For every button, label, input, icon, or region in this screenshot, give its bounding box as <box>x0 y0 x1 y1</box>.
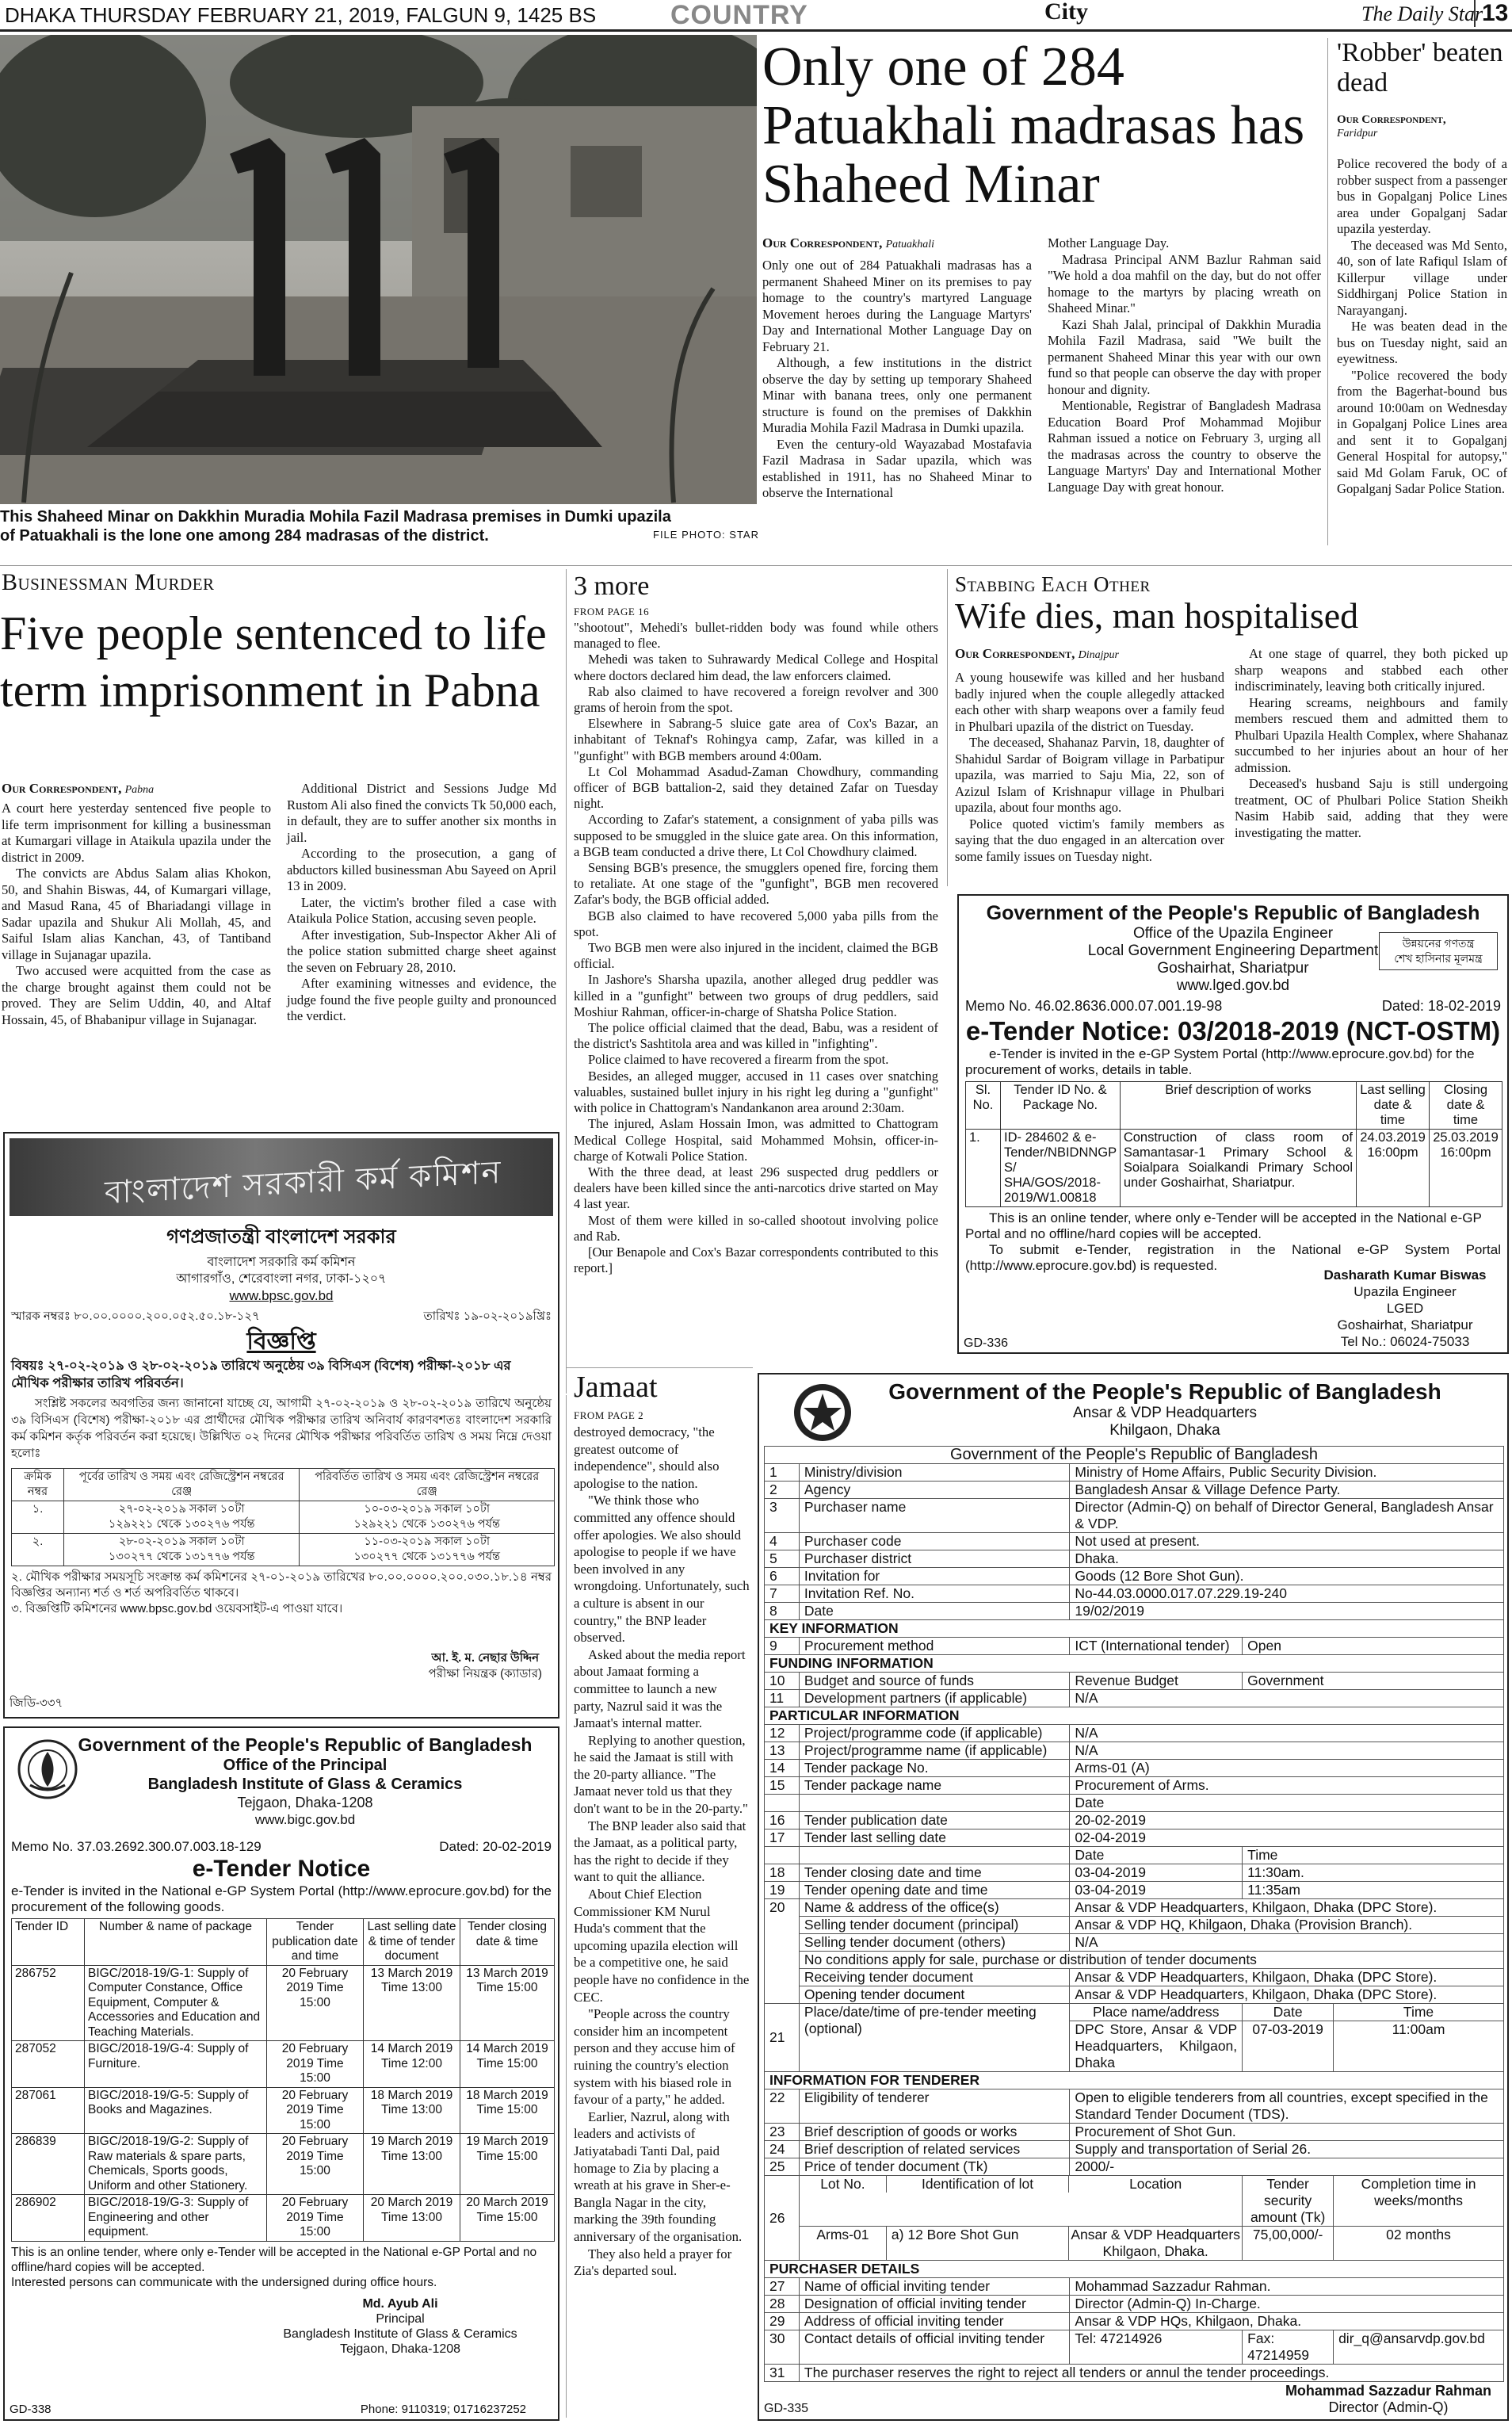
bpsc-subject: বিষয়ঃ ২৭-০২-২০১৯ ও ২৮-০২-২০১৯ তারিখে অনুষ্ঠেয় ৩৯ বিসিএস (বিশেষ) পরীক্ষা-২০১৮ এর মৌখিক পরীক্ষার তারিখ পরিবর্তন। <box>11 1359 511 1390</box>
bpsc-signature: আ. ই. ম. নেছার উদ্দিন পরীক্ষা নিয়ন্ত্রক (ক্যাডার) <box>428 1651 542 1680</box>
bpsc-web[interactable]: www.bpsc.gov.bd <box>229 1288 334 1303</box>
jamaat-headline: Jamaat <box>574 1371 658 1404</box>
bpsc-notice-ad <box>3 1132 559 1719</box>
table-row: 28 Designation of official inviting tender Director (Admin-Q) In-Charge. <box>765 2296 1504 2313</box>
madrasa-column-2: Mother Language Day. Madrasa Principal ANM Bazlur Rahman said "We hold a doa mahfil on the day, but do not offer homage to the martyrs by placing wreath on Shaheed Minar." Kazi Shah Jalal, principal of Dakkhin Muradia Mohila Fazil Madrasa, said "We built the permanent Shaheed Minar this year with our own fund so that people can observe the day with proper honour and dignity. Mentionable, Registrar of Bangladesh Madrasa Education Board Prof Mohammad Mojibur Rahman issued a notice on February 3, urging all the madrasas across the country to observe the Language Martyrs' Day and International Mother Language Day with great honour. <box>1048 235 1321 495</box>
table-row: 31 The purchaser reserves the right to reject all tenders or annul the tender proceedings. <box>765 2365 1504 2382</box>
ansar-vdp-emblem-icon <box>791 1381 854 1444</box>
three-more-jump: FROM PAGE 16 <box>574 606 650 617</box>
table-row: 29 Address of official inviting tender Ansar & VDP HQs, Khilgaon, Dhaka. <box>765 2313 1504 2330</box>
bigc-phone: Phone: 9110319; 01716237252 <box>360 2403 526 2416</box>
table-row: 19 Tender opening date and time 03-04-2019 11:35am <box>765 1882 1504 1899</box>
table-row: 17 Tender last selling date 02-04-2019 <box>765 1829 1504 1847</box>
wife-kicker: Stabbing Each Other <box>955 572 1151 596</box>
table-row: 24 Brief description of related services Supply and transportation of Serial 26. <box>765 2141 1504 2158</box>
three-more-headline: 3 more <box>574 572 650 601</box>
paper-logo: The Daily Star <box>1361 2 1483 25</box>
ansar-hq: Ansar & VDP Headquarters <box>1073 1405 1257 1421</box>
table-row: 16 Tender publication date 20-02-2019 <box>765 1812 1504 1829</box>
bangladesh-emblem-icon <box>16 1738 79 1801</box>
robber-headline: 'Robber' beaten dead <box>1337 38 1503 97</box>
ansar-signature: Mohammad Sazzadur Rahman Director (Admin-Q) <box>1285 2383 1491 2415</box>
bigc-place: Tejgaon, Dhaka-1208 <box>237 1795 373 1810</box>
table-row: 10 Budget and source of funds Revenue Budget Government <box>765 1673 1504 1690</box>
table-row: No conditions apply for sale, purchase or distribution of tender documents <box>765 1952 1504 1969</box>
bigc-gd: GD-338 <box>10 2403 52 2416</box>
bpsc-body: সংশ্লিষ্ট সকলের অবগতির জন্য জানানো যাচ্ছে যে, আগামী ২৭-০২-২০১৯ ও ২৮-০২-২০১৯ তারিখে অনুষ্ঠেয় ৩৯ বিসিএস (বিশেষ) পরীক্ষা-২০১৮ এর প্রার্থীদের মৌখিক পরীক্ষার তারিখ অনিবার্য কারণবশতঃ বাংলাদেশ সরকারি কর্ম কমিশন কর্তৃক পরিবর্তন করা হয়েছে। উল্লিখিত ০২ দিনের মৌখিক পরীক্ষার পরিবর্তিত তারিখ ও সময় নিম্নে দেওয়া হলোঃ <box>11 1397 552 1460</box>
table-row: 7 Invitation Ref. No. No-44.03.0000.017.07.229.19-240 <box>765 1585 1504 1603</box>
lged-note-2: To submit e-Tender, registration in the National e-GP System Portal (http://www.eprocure.gov.bd) is requested. <box>965 1242 1501 1273</box>
bigc-table: Tender ID Number & name of package Tender publication date and time Last selling date & time of tender document Tender closing date & time 286752 BIGC/2018-19/G-1: Supply of Computer Constance, Office Equipment, Computer & Accessories and Education and Teaching Materials. 20 February 2019 Time 15:00 13 March 2019 Time 13:00 13 March 2019 Time 15:00 287052 BIGC/2018-19/G-4: Supply of Furniture. 20 February 2019 Time 15:00 14 March 2019 Time 12:00 14 March 2019 Time 15:00 287061 BIGC/2018-19/G-5: Supply of Books and Magazines. 20 February 2019 Time 15:00 18 March 2019 Time 13:00 18 March 2019 Time 15:00 286839 BIGC/2018-19/G-2: Supply of Raw materials & spare parts, Chemicals, Sports goods, Uniform and other Stationery. 20 February 2019 Time 15:00 19 March 2019 Time 13:00 19 March 2019 Time 15:00 286902 BIGC/2018-19/G-3: Supply of Engineering and other equipment. 20 February 2019 Time 15:00 20 March 2019 Time 13:00 20 March 2019 Time 15:00 <box>11 1918 555 2242</box>
section-name: COUNTRY <box>670 0 808 30</box>
lged-intro: e-Tender is invited in the e-GP System Portal (http://www.eprocure.gov.bd) for the procurement of works, details in table. <box>965 1046 1475 1077</box>
bpsc-address: আগারগাঁও, শেরেবাংলা নগর, ঢাকা-১২০৭ <box>176 1272 387 1286</box>
table-row: 8 Date 19/02/2019 <box>765 1603 1504 1620</box>
wife-byline: Our Correspondent, Dinajpur <box>955 646 1119 661</box>
table-row: 6 Invitation for Goods (12 Bore Shot Gun). <box>765 1568 1504 1585</box>
pabna-column-2: Additional District and Sessions Judge Md Rustom Ali also fined the convicts Tk 50,000 each, in default, they are to suffer another six months in jail. According to the prosecution, a gang of abductors killed businessman Abu Sayeed on April 13 in 2009. Later, the victim's brother filed a case with Ataikula Police Station, accusing seven people. After investigation, Sub-Inspector Akher Ali of the police station submitted charge sheet against the seven on February 28, 2010. After examining witnesses and evidence, the judge found the five people guilty and pronounced the verdict. <box>287 781 556 1023</box>
lged-stamp: উন্নয়নের গণতন্ত্র শেখ হাসিনার মূলমন্ত্র <box>1379 932 1498 970</box>
lged-gd: GD-336 <box>964 1336 1009 1350</box>
ansar-place: Khilgaon, Dhaka <box>1109 1422 1220 1439</box>
bigc-date: Dated: 20-02-2019 <box>439 1839 552 1854</box>
table-row: 20 Name & address of the office(s) Ansar & VDP Headquarters, Khilgaon, Dhaka (DPC Store). <box>765 1899 1504 1917</box>
bigc-intro: e-Tender is invited in the National e-GP System Portal (http://www.eprocure.gov.bd) for the procurement of the following goods. <box>11 1883 552 1914</box>
lged-note-1: This is an online tender, where only e-Tender will be accepted in the National e-GP Portal and no offline/hard copies will be accepted. <box>965 1210 1482 1241</box>
bpsc-title: বিজ্ঞপ্তি <box>246 1329 316 1355</box>
wife-column-2: At one stage of quarrel, they both picked up sharp weapons and stabbed each other indiscriminately, leaving both critically injured. Hearing screams, neighbours and family members rescued them and admitted them to Phulbari Upazila Health Complex, where Shahanaz succumbed to her injuries about an hour of her admission. Deceased's husband Saju is still undergoing treatment, OC of Phulbari Police Station Sheikh Nasim Habib said, adding that they were investigating the matter. <box>1235 646 1508 840</box>
lged-table: Sl. No. Tender ID No. & Package No. Brief description of works Last selling date & time Closing date & time 1. ID- 284602 & e-Tender/NBIDNNGP S/ SHA/GOS/2018-2019/W1.00818 Construction of class room of Samantasar-1 Primary School & Soialpara Soialkandi Primary School under Goshairhat, Shariatpur. 24.03.2019 16:00pm 25.03.2019 16:00pm <box>965 1081 1502 1207</box>
table-row: 286902 BIGC/2018-19/G-3: Supply of Engineering and other equipment. 20 February 2019 Time 15:00 20 March 2019 Time 13:00 20 March 2019 Time 15:00 <box>12 2195 555 2242</box>
ansar-tender-ad <box>758 1373 1509 2421</box>
table-row: 21 Place/date/time of pre-tender meeting (optional) Place name/address Date Time <box>765 2004 1504 2021</box>
table-row: 27 Name of official inviting tender Mohammad Sazzadur Rahman. <box>765 2278 1504 2296</box>
madrasa-column-1: Only one out of 284 Patuakhali madrasas has a permanent Shaheed Miner on its premises to pay homage to the country's martyred Language Movement heroes during the Language Martyrs' Day and International Mother Language Day on February 21. Although, a few institutions in the district observe the day by setting up temporary Shaheed Minar with banana trees, only one permanent structure is found on the premises of Dakkhin Muradia Mohila Fazil Madrasa in Dumki upazila. Even the century-old Wayazabad Mostafavia Fazil Madrasa in Sadar upazila, which was established in 1911, has no Shaheed Minar to observe the International <box>762 258 1032 500</box>
bigc-tender-ad <box>3 1726 559 2421</box>
bpsc-item-2: ২. মৌখিক পরীক্ষার সময়সূচি সংক্রান্ত কর্ম কমিশনের ২৭-০১-২০১৯ তারিখের ৮০.০০.০০০০.২০০.০৩০.১৮.১৪ নম্বর বিজ্ঞপ্তির অন্যান্য শর্ত ও শর্ত অপরিবর্তিত থাকবে। <box>11 1570 552 1600</box>
bigc-inst: Bangladesh Institute of Glass & Ceramics <box>147 1776 463 1793</box>
table-row: Receiving tender document Ansar & VDP Headquarters, Khilgaon, Dhaka (DPC Store). <box>765 1969 1504 1986</box>
lged-place: Goshairhat, Shariatpur <box>1157 960 1309 977</box>
bpsc-org: বাংলাদেশ সরকারি কর্ম কমিশন <box>207 1256 356 1269</box>
table-row: 287052 BIGC/2018-19/G-4: Supply of Furniture. 20 February 2019 Time 15:00 14 March 2019 Time 12:00 14 March 2019 Time 15:00 <box>12 2041 555 2088</box>
photo-caption: This Shaheed Minar on Dakkhin Muradia Mohila Fazil Madrasa premises in Dumki upazila of Patuakhali is the lone one among 284 madrasas of the district. <box>0 508 671 545</box>
madrasa-byline: Our Correspondent, Patuakhali <box>762 235 935 250</box>
table-row: 5 Purchaser district Dhaka. <box>765 1550 1504 1568</box>
bpsc-gd: জিডি-৩৩৭ <box>10 1696 63 1710</box>
pabna-kicker: Businessman Murder <box>2 569 215 595</box>
table-row: Arms-01 a) 12 Bore Shot Gun Ansar & VDP Headquarters Khilgaon, Dhaka. 75,00,000/- 02 months <box>765 2227 1504 2261</box>
photo-credit: FILE PHOTO: STAR <box>653 529 759 541</box>
table-row: 286752 BIGC/2018-19/G-1: Supply of Computer Constance, Office Equipment, Computer & Accessories and Education and Teaching Materials. 20 February 2019 Time 15:00 13 March 2019 Time 13:00 13 March 2019 Time 15:00 <box>12 1965 555 2041</box>
lged-tender-ad <box>957 894 1509 1354</box>
table-row: 15 Tender package name Procurement of Arms. <box>765 1777 1504 1795</box>
bigc-note-1: This is an online tender, where only e-Tender will be accepted in the National e-GP Portal and no offline/hard copies will be accepted. <box>11 2245 537 2274</box>
pabna-column-1: A court here yesterday sentenced five people to life term imprisonment for killing a businessman at Kumargari village in Ataikula upazila under the district in 2009. The convicts are Abdus Salam alias Khokon, 50, and Shahin Biswas, 44, of Kumargari village, and Masud Rana, 45 of Bhariadangi village in Sadar upazila and Shukur Ali Mollah, 45, and Saiful Islam alias Kanchan, 43, of Tantiband village in Sujanagar upazila. Two accused were acquitted from the case as the charge brought against them could not be proved. They are Selim Uddin, 40, and Altaf Hossain, 45, of Bhabanipur village in Sujanagar. <box>2 801 271 1027</box>
bpsc-gov: গণপ্রজাতন্ত্রী বাংলাদেশ সরকার <box>166 1226 396 1248</box>
table-row: Selling tender document (others) N/A <box>765 1934 1504 1952</box>
lged-memo: Memo No. 46.02.8636.000.07.001.19-98 <box>965 998 1223 1014</box>
robber-byline: Our Correspondent, Faridpur <box>1337 113 1446 140</box>
ansar-gov: Government of the People's Republic of Bangladesh <box>888 1379 1441 1404</box>
bigc-office: Office of the Principal <box>223 1757 388 1774</box>
jamaat-jump: FROM PAGE 2 <box>574 1409 644 1421</box>
bigc-web[interactable]: www.bigc.gov.bd <box>254 1812 356 1827</box>
bigc-signature: Md. Ayub Ali Principal Bangladesh Institute of Glass & Ceramics Tejgaon, Dhaka-1208 <box>283 2296 517 2356</box>
lged-title: e-Tender Notice: 03/2018-2019 (NCT-OSTM) <box>965 1016 1501 1046</box>
table-row: 26 Lot No. Identification of lot Location Tender security amount (Tk) Completion time in weeks/months <box>765 2176 1504 2227</box>
madrasa-headline: Only one of 284 Patuakhali madrasas has Shaheed Minar <box>762 36 1305 215</box>
bpsc-item-3: ৩. বিজ্ঞপ্তিটি কমিশনের www.bpsc.gov.bd ওয়েবসাইট-এ পাওয়া যাবে। <box>11 1602 343 1615</box>
table-row: 9 Procurement method ICT (International tender) Open <box>765 1638 1504 1655</box>
table-row: Opening tender document Ansar & VDP Headquarters, Khilgaon, Dhaka (DPC Store). <box>765 1986 1504 2004</box>
lged-date: Dated: 18-02-2019 <box>1381 998 1501 1014</box>
bigc-title: e-Tender Notice <box>192 1856 371 1882</box>
ansar-gd: GD-335 <box>764 2402 809 2415</box>
table-row: 22 Eligibility of tenderer Open to eligible tenderers from all countries, except specified in the Standard Tender Document (TDS). <box>765 2089 1504 2124</box>
jamaat-body: destroyed democracy, "the greatest outcome of independence", should also apologise to the nation. "We think those who committed any offence should offer apologies. We also should apologise to people if we have been involved in any wrongdoing. Unfortunately, such a culture is absent in our country," the BNP leader observed. Asked about the media report about Jamaat forming a committee to launch a new party, Nazrul said it was the Jamaat's internal matter. Replying to another question, he said the Jamaat is still with the 20-party alliance. "The Jamaat never told us that they don't want to be in the 20-party." The BNP leader also said that the Jamaat, as a political party, has the right to decide if they want to quit the alliance. About Chief Election Commissioner KM Nurul Huda's comment that the upcoming upazila election will be a competitive one, he said people have no confidence in the CEC. "People across the country consider him an incompetent person and they accuse him of ruining the country's election system with his biased role in favour of a party," he added. Earlier, Nazrul, along with leaders and activists of Jatiyatabadi Tanti Dal, paid homage to Zia by placing a wreath at his grave in Sher-e-Bangla Nagar in the city, marking the 39th founding anniversary of the organisation. They also held a prayer for Zia's departed soul. <box>574 1424 750 2279</box>
table-row: 25 Price of tender document (Tk) 2000/- <box>765 2158 1504 2176</box>
table-row: 11 Development partners (if applicable) N/A <box>765 1690 1504 1707</box>
lged-signature: Dasharath Kumar Biswas Upazila Engineer LGED Goshairhat, Shariatpur Tel No.: 06024-75033 <box>1323 1267 1487 1349</box>
bpsc-table: ক্রমিক নম্বর পূর্বের তারিখ ও সময় এবং রেজিস্ট্রেশন নম্বরের রেঞ্জ পরিবর্তিত তারিখ ও সময় এবং রেজিস্ট্রেশন নম্বরের রেঞ্জ ১. ২৭-০২-২০১৯ সকাল ১০টা ১২৯২২১ থেকে ১৩০২৭৬ পর্যন্ত ১০-০৩-২০১৯ সকাল ১০টা ১২৯২২১ থেকে ১৩০২৭৬ পর্যন্ত ২. ২৮-০২-২০১৯ সকাল ১০টা ১৩০২৭৭ থেকে ১৩১৭৭৬ পর্যন্ত ১১-০৩-২০১৯ সকাল ১০টা ১৩০২৭৭ থেকে ১৩১৭৭৬ পর্যন্ত <box>11 1468 555 1566</box>
table-row: 287061 BIGC/2018-19/G-5: Supply of Books and Magazines. 20 February 2019 Time 15:00 18 March 2019 Time 13:00 18 March 2019 Time 15:00 <box>12 2087 555 2134</box>
table-row: 1. ID- 284602 & e-Tender/NBIDNNGP S/ SHA/GOS/2018-2019/W1.00818 Construction of class room of Samantasar-1 Primary School & Soialpara Soialkandi Primary School under Goshairhat, Shariatpur. 24.03.2019 16:00pm 25.03.2019 16:00pm <box>966 1130 1502 1207</box>
lged-gov: Government of the People's Republic of Bangladesh <box>986 902 1480 924</box>
bpsc-memo: স্মারক নম্বরঃ ৮০.০০.০০০০.২০০.০৫২.৫০.১৮-১২৭ <box>11 1309 260 1323</box>
robber-body: Police recovered the body of a robber suspect from a passenger bus in Gopalganj Police Lines area under Gopalganj Sadar upazila yesterday. The deceased was Md Sento, 40, son of late Rafiqul Islam of Killerpur village under Siddhirganj Police Station in Narayanganj. He was beaten dead in the bus on Tuesday night, said an eyewitness. "Police recovered the body from the Bagerhat-bound bus around 10:00am on Wednesday in Gopalganj Police Lines area and sent it to Gopalganj General Hospital for autopsy," said Md Golam Faruk, OC of Gopalganj Sadar Police Station. <box>1337 156 1507 496</box>
bigc-memo: Memo No. 37.03.2692.300.07.003.18-129 <box>11 1839 262 1854</box>
table-row: 30 Contact details of official inviting tender Tel: 47214926 Fax: 47214959 dir_q@ansarvdp.gov.bd <box>765 2330 1504 2365</box>
table-row: 3 Purchaser name Director (Admin-Q) on behalf of Director General, Bangladesh Ansar & VDP. <box>765 1499 1504 1533</box>
page-number: 13 <box>1474 0 1508 27</box>
bigc-gov: Government of the People's Republic of Bangladesh <box>78 1734 533 1755</box>
shaheed-minar-photo <box>0 35 757 504</box>
pabna-headline: Five people sentenced to life term imprisonment in Pabna <box>0 607 547 717</box>
table-row: 1 Ministry/division Ministry of Home Affairs, Public Security Division. <box>765 1464 1504 1482</box>
table-row: 2 Agency Bangladesh Ansar & Village Defence Party. <box>765 1482 1504 1499</box>
masthead <box>0 0 1512 32</box>
table-row: 4 Purchaser code Not used at present. <box>765 1533 1504 1550</box>
table-row: ১. ২৭-০২-২০১৯ সকাল ১০টা ১২৯২২১ থেকে ১৩০২৭৬ পর্যন্ত ১০-০৩-২০১৯ সকাল ১০টা ১২৯২২১ থেকে ১৩০২৭৬ পর্যন্ত <box>12 1501 555 1534</box>
lged-web[interactable]: www.lged.gov.bd <box>1176 977 1290 994</box>
table-row: DPC Store, Ansar & VDP Headquarters, Khilgaon, Dhaka 07-03-2019 11:00am <box>765 2021 1504 2072</box>
bpsc-date: তারিখঃ ১৯-০২-২০১৯খ্রিঃ <box>423 1309 552 1323</box>
date-line: DHAKA THURSDAY FEBRUARY 21, 2019, FALGUN 9, 1425 BS <box>5 3 597 27</box>
table-row: 12 Project/programme code (if applicable) N/A <box>765 1725 1504 1742</box>
ansar-table: Government of the People's Republic of Bangladesh 1 Ministry/division Ministry of Home Affairs, Public Security Division. 2 Agency Bangladesh Ansar & Village Defence Party. 3 Purchaser name Director (Admin-Q) on behalf of Director General, Bangladesh Ansar & VDP. 4 Purchaser code Not used at present. 5 Purchaser district Dhaka. 6 Invitation for Goods (12 Bore Shot Gun). 7 Invitation Ref. No. No-44.03.0000.017.07.229.19-240 8 Date 19/02/2019 KEY INFORMATION 9 Procurement method ICT (International tender) Open FUNDING INFORMATION 10 Budget and source of funds Revenue Budget Government 11 Development partners (if applicable) N/A PARTICULAR INFORMATION 12 Project/programme code (if applicable) N/A 13 Project/programme name (if applicable) N/A 14 Tender package No. Arms-01 (A) 15 Tender package name Procurement of Arms. Date 16 Tender publication date 20-02-2019 17 Tender last selling date 02-04-2019 Date Time 18 Tender closing date and time 03-04-2019 11:30am. 19 Tender opening date and time 03-04-2019 11:35am 20 Name & address of the office(s) Ansar & VDP Headquarters, Khilgaon, Dhaka (DPC Store). Selling tender document (principal) Ansar & VDP HQ, Khilgaon, Dhaka (Provision Branch). Selling tender document (others) N/A No conditions apply for sale, purchase or distribution of tender documents Receiving tender document Ansar & VDP Headquarters, Khilgaon, Dhaka (DPC Store). Opening tender document Ansar & VDP Headquarters, Khilgaon, Dhaka (DPC Store). 21 Place/date/time of pre-tender meeting (optional) Place name/address Date Time DPC Store, Ansar & VDP Headquarters, Khilgaon, Dhaka 07-03-2019 11:00am INFORMATION FOR TENDERER 22 Eligibility of tenderer Open to eligible tenderers from all countries, except specified in the Standard Tender Document (TDS). 23 Brief description of goods or works Procurement of Shot Gun. 24 Brief description of related services Supply and transportation of Serial 26. 25 Price of tender document (Tk) 2000/- 26 Lot No. Identification of lot Location Tender security amount (Tk) Completion time in weeks/months Arms-01 a) 12 Bore Shot Gun Ansar & VDP Headquarters Khilgaon, Dhaka. 75,00,000/- 02 months PURCHASER DETAILS 27 Name of official inviting tender Mohammad Sazzadur Rahman. 28 Designation of official inviting tender Director (Admin-Q) In-Charge. 29 Address of official inviting tender Ansar & VDP HQs, Khilgaon, Dhaka. 30 Contact details of official inviting tender Tel: 47214926 Fax: 47214959 dir_q@ansarvdp.gov.bd 31 The purchaser reserves the right to reject all tenders or annul the tender proceedings. <box>764 1446 1504 2382</box>
table-row: 23 Brief description of goods or works Procurement of Shot Gun. <box>765 2124 1504 2141</box>
bpsc-banner: বাংলাদেশ সরকারী কর্ম কমিশন <box>10 1138 553 1216</box>
three-more-body: "shootout", Mehedi's bullet-ridden body was found while others managed to flee. Mehedi was taken to Suhrawardy Medical College and Hospital where doctors declared him dead, the law enforcers claimed. Rab also claimed to have recovered a foreign revolver and 300 grams of heroin from the spot. Elsewhere in Sabrang-5 sluice gate area of Cox's Bazar, an inhabitant of Teknaf's Rohingya camp, Zafar, was killed in a "gunfight" with BGB members around 4:00am. Lt Col Mohammad Asadud-Zaman Chowdhury, commanding officer of BGB battalion-2, said they detained Zafar on Tuesday night. According to Zafar's statement, a consignment of yaba pills was supposed to be smuggled in the sluice gate area. On this information, a BGB team conducted a drive there, Lt Col Chowdhury claimed. Sensing BGB's presence, the smugglers opened fire, forcing them to retaliate. At one stage of the "gunfight", BGB men recovered Zafar's body, the BGB official added. BGB also claimed to have recovered 5,000 yaba pills from the spot. Two BGB men were also injured in the incident, claimed the BGB official. In Jashore's Sharsha upazila, another alleged drug peddler was killed in a "gunfight" between two groups of drug peddlers, said Moshiur Rahman, officer-in-charge of Shatsha Police Station. The police official claimed that the dead, Babu, was a resident of the district's Sashtitola area and was killed in "infighting". Police claimed to have recovered a firearm from the spot. Besides, an alleged mugger, accused in 11 cases over snatching valuables, sustained bullet injury in his right leg during a "gunfight" with police in Chattogram's Nandankanon area around 2:30am. The injured, Aslam Hossain Imon, was admitted to Chattogram Medical College Hospital, said Mohammed Mohsin, officer-in-charge of Kotwali Police Station. With the three dead, at least 296 suspected drug peddlers or dealers have been killed since the anti-narcotics drive started on May 4 last year. Most of them were killed in so-called shootout involving police and Rab. [Our Benapole and Cox's Bazar correspondents contributed to this report.] <box>574 620 938 1276</box>
lged-dept: Local Government Engineering Department <box>1087 942 1379 959</box>
bigc-note-2: Interested persons can communicate with the undersigned during office hours. <box>11 2275 437 2289</box>
lged-office: Office of the Upazila Engineer <box>1132 925 1334 942</box>
table-row: 13 Project/programme name (if applicable) N/A <box>765 1742 1504 1760</box>
wife-headline: Wife dies, man hospitalised <box>955 595 1359 636</box>
table-row: ২. ২৮-০২-২০১৯ সকাল ১০টা ১৩০২৭৭ থেকে ১৩১৭৭৬ পর্যন্ত ১১-০৩-২০১৯ সকাল ১০টা ১৩০২৭৭ থেকে ১৩১৭৭৬ পর্যন্ত <box>12 1534 555 1566</box>
table-row: 286839 BIGC/2018-19/G-2: Supply of Raw materials & spare parts, Chemicals, Sports goods, Uniform and other Stationery. 20 February 2019 Time 15:00 19 March 2019 Time 13:00 19 March 2019 Time 15:00 <box>12 2134 555 2195</box>
wife-column-1: A young housewife was killed and her husband badly injured when the couple allegedly attacked each other with sharp weapons over a family feud in Phulbari upazila of the district on Tuesday. The deceased, Shahanaz Parvin, 18, daughter of Shahidul Sardar of Boigram village in Parbatipur upazila, was married to Saju Mia, 22, son of Azizul Islam of Krishnapur village in Phulbari upazila, about four months ago. Police quoted victim's family members as saying that the duo engaged in an altercation over some family issues on Tuesday night. <box>955 670 1224 864</box>
table-row: 14 Tender package No. Arms-01 (A) <box>765 1760 1504 1777</box>
table-row: 18 Tender closing date and time 03-04-2019 11:30am. <box>765 1864 1504 1882</box>
pabna-byline: Our Correspondent, Pabna <box>2 781 155 796</box>
subsection-name: City <box>1044 0 1088 25</box>
table-row: Selling tender document (principal) Ansar & VDP HQ, Khilgaon, Dhaka (Provision Branch). <box>765 1917 1504 1934</box>
